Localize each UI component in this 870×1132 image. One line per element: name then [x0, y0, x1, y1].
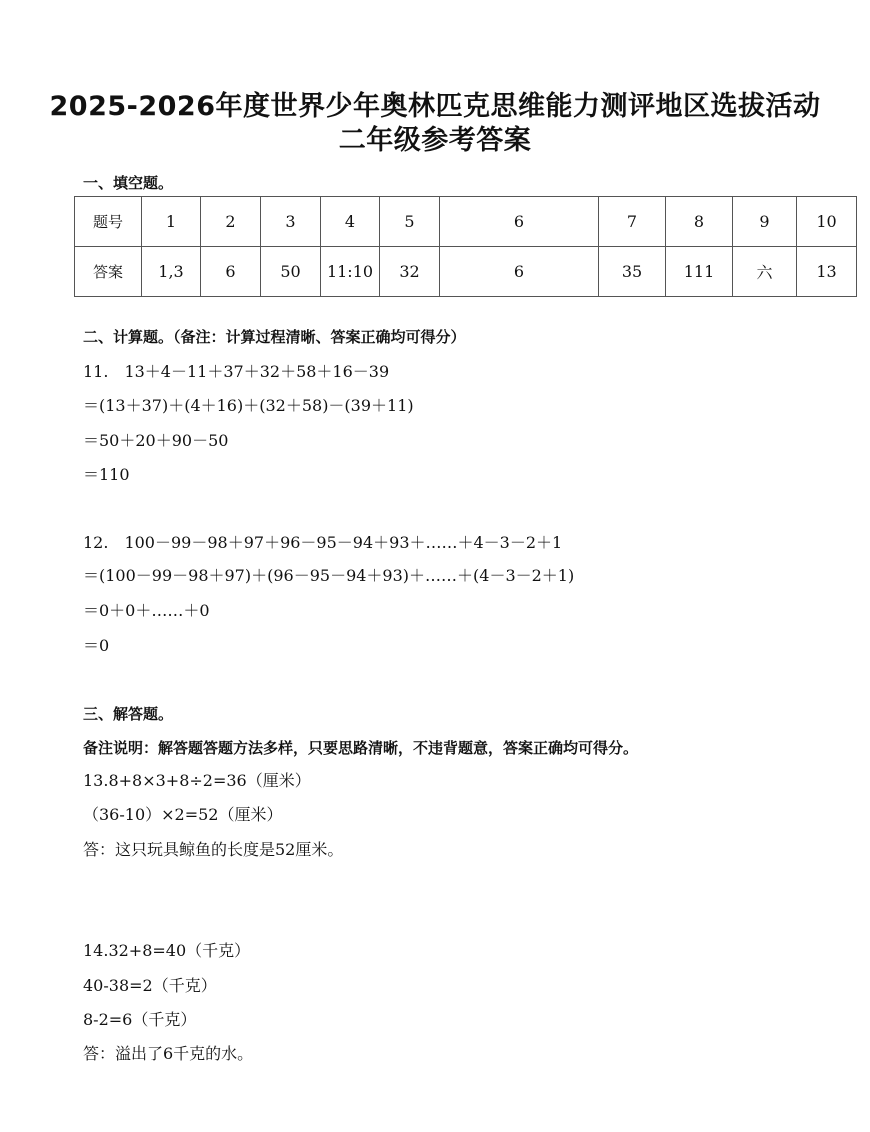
calc-line: ＝0: [83, 636, 110, 655]
section2-heading: 二、计算题。（备注：计算过程清晰、答案正确均可得分）: [83, 328, 466, 346]
calc-line: 11. 13＋4－11＋37＋32＋58＋16－39: [83, 362, 390, 381]
solution-line: 答：溢出了6千克的水。: [83, 1044, 254, 1063]
calc-line: ＝50＋20＋90－50: [83, 431, 229, 450]
answer-cell: 13: [797, 247, 857, 297]
answer-cell: 111: [666, 247, 733, 297]
question-number-cell: 2: [201, 197, 261, 247]
section3-heading: 三、解答题。: [83, 705, 174, 723]
question-number-cell: 4: [321, 197, 380, 247]
calc-line: ＝0＋0＋……＋0: [83, 601, 210, 620]
answer-cell: 六: [733, 247, 797, 297]
solution-line: 40-38=2（千克）: [83, 976, 217, 995]
page-title-line2: 二年级参考答案: [338, 125, 532, 156]
calc-line: ＝110: [83, 465, 130, 484]
calc-line: 12. 100－99－98＋97＋96－95－94＋93＋……＋4－3－2＋1: [83, 533, 563, 552]
answer-cell: 6: [440, 247, 599, 297]
answer-cell: 6: [201, 247, 261, 297]
question-number-cell: 6: [440, 197, 599, 247]
solution-line: 14.32+8=40（千克）: [83, 941, 251, 960]
answer-cell: 1,3: [142, 247, 201, 297]
solution-line: 8-2=6（千克）: [83, 1010, 197, 1029]
question-number-cell: 7: [599, 197, 666, 247]
solution-line: （36-10）×2=52（厘米）: [83, 805, 283, 824]
section3-note: 备注说明：解答题答题方法多样，只要思路清晰，不违背题意，答案正确均可得分。: [83, 739, 639, 757]
answer-cell: 50: [261, 247, 321, 297]
question-number-cell: 9: [733, 197, 797, 247]
question-number-cell: 10: [797, 197, 857, 247]
solution-line: 13.8+8×3+8÷2=36（厘米）: [83, 771, 311, 790]
answer-cell: 35: [599, 247, 666, 297]
calc-line: ＝(13＋37)＋(4＋16)＋(32＋58)－(39＋11): [83, 396, 414, 415]
question-number-cell: 5: [380, 197, 440, 247]
calc-line: ＝(100－99－98＋97)＋(96－95－94＋93)＋……＋(4－3－2＋1): [83, 566, 575, 585]
answer-table: [74, 196, 857, 297]
question-number-row: [75, 197, 857, 247]
page-title-line1: 2025-2026年度世界少年奥林匹克思维能力测评地区选拔活动: [49, 91, 821, 122]
question-number-cell: 8: [666, 197, 733, 247]
answer-row: [75, 247, 857, 297]
row-label-answer: 答案: [75, 247, 142, 297]
question-number-cell: 3: [261, 197, 321, 247]
section1-heading: 一、填空题。: [83, 174, 174, 192]
solution-line: 答：这只玩具鲸鱼的长度是52厘米。: [83, 840, 344, 859]
answer-cell: 11:10: [321, 247, 380, 297]
answer-cell: 32: [380, 247, 440, 297]
row-label-question: 题号: [75, 197, 142, 247]
question-number-cell: 1: [142, 197, 201, 247]
